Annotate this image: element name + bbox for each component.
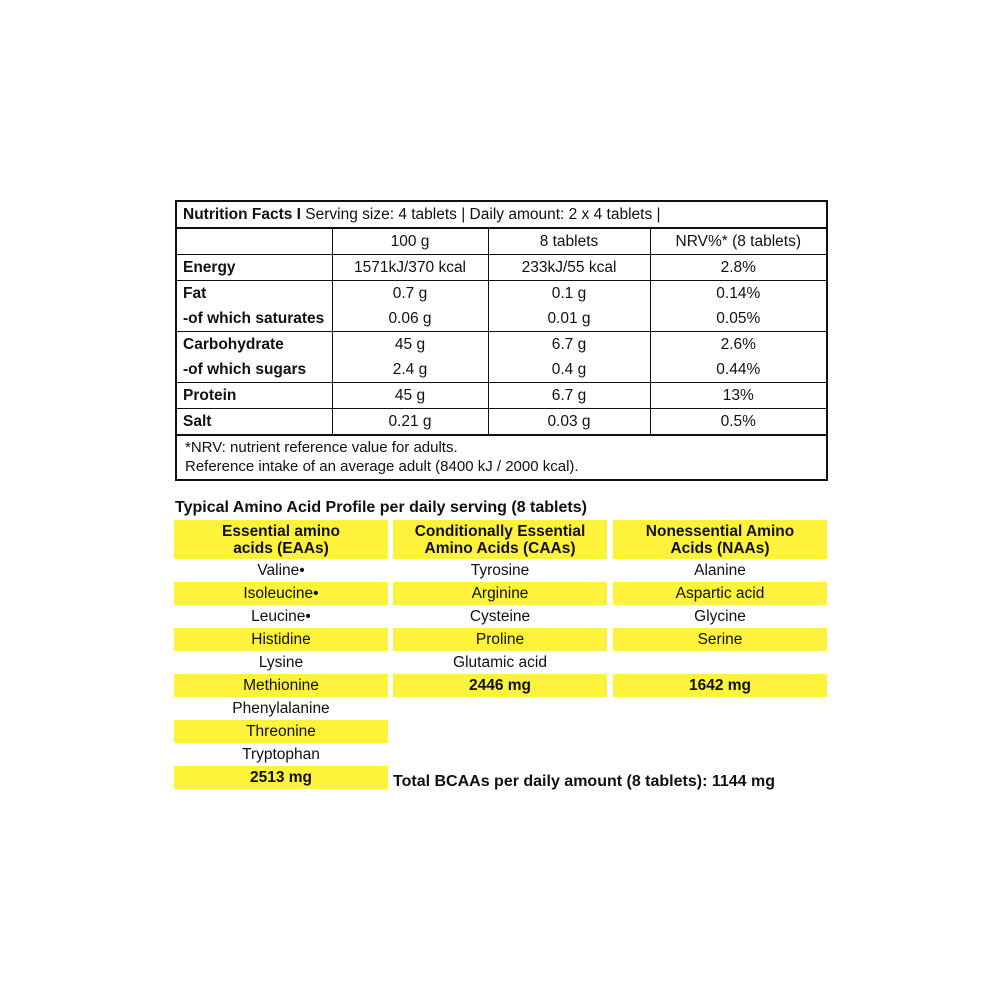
nutrition-row [177,383,826,409]
amino-item: Proline [393,628,607,651]
amino-item: Histidine [174,628,388,651]
amino-profile-title: Typical Amino Acid Profile per daily serving (8 tablets) [175,499,587,516]
amino-item: Threonine [174,720,388,743]
amino-item: Isoleucine• [174,582,388,605]
amino-item: Lysine [258,654,304,671]
nutrition-row [177,332,826,358]
caa-header-line: Amino Acids (CAAs) [424,539,576,557]
caa-column [393,520,607,697]
nutrition-row [177,306,826,332]
nutrition-title-bold: Nutrition Facts I [183,205,301,223]
nutrient-value: 2.8% [650,255,826,281]
nutrient-label: Carbohydrate [177,332,332,358]
nutrient-value: 0.4 g [488,357,650,383]
nutrition-col-header: 100 g [332,228,488,255]
nutrient-value: 233kJ/55 kcal [488,255,650,281]
nutrient-value: 6.7 g [488,332,650,358]
naa-header-line: Nonessential Amino [645,522,795,540]
nutrient-value: 45 g [332,383,488,409]
footnote-line: Reference intake of an average adult (8400 kJ / 2000 kcal). [185,458,579,475]
amino-item: Aspartic acid [613,582,827,605]
amino-item: Cysteine [469,608,531,625]
eaa-header-line: acids (EAAs) [233,539,329,557]
caa-total: 2446 mg [393,674,607,697]
nutrient-value: 0.01 g [488,306,650,332]
amino-item: Alanine [694,562,746,579]
nutrition-facts-panel [175,200,828,481]
nutrient-value: 0.14% [650,281,826,307]
amino-item: Arginine [393,582,607,605]
nutrition-row [177,357,826,383]
nutrient-value: 6.7 g [488,383,650,409]
amino-item: Serine [613,628,827,651]
nutrition-row [177,409,826,436]
nutrition-header-empty [177,228,332,255]
amino-item: Glutamic acid [453,654,547,671]
eaa-column [174,520,388,789]
nrv-footnote [185,438,579,476]
nutrient-value: 0.05% [650,306,826,332]
nutrition-col-header: NRV%* (8 tablets) [650,228,826,255]
nutrition-row [177,255,826,281]
bcaa-total: Total BCAAs per daily amount (8 tablets): 1144 mg [393,773,776,790]
amino-item: Glycine [694,608,746,625]
nutrient-label: -of which saturates [177,306,332,332]
nutrition-col-header: 8 tablets [488,228,650,255]
naa-header-line: Acids (NAAs) [670,539,770,557]
amino-item: Methionine [174,674,388,697]
nutrient-label: Protein [177,383,332,409]
nutrient-value: 0.03 g [488,409,650,436]
nutrient-value: 2.6% [650,332,826,358]
nutrient-value: 0.1 g [488,281,650,307]
amino-item: Tyrosine [470,562,530,579]
nutrient-value: 0.44% [650,357,826,383]
nutrient-value: 1571kJ/370 kcal [332,255,488,281]
amino-item: Leucine• [251,608,311,625]
naa-column [613,520,827,697]
amino-item: Phenylalanine [232,700,330,717]
nutrient-value: 0.5% [650,409,826,436]
eaa-header-line: Essential amino [221,522,340,540]
nutrition-title [177,202,826,228]
naa-header [613,520,827,559]
nutrient-label: Fat [177,281,332,307]
footnote-line: *NRV: nutrient reference value for adults. [185,439,458,456]
caa-header-line: Conditionally Essential [414,522,586,540]
nutrition-row [177,281,826,307]
nutrient-label: Energy [177,255,332,281]
naa-total: 1642 mg [613,674,827,697]
caa-header [393,520,607,559]
nutrient-value: 2.4 g [332,357,488,383]
nutrient-value: 13% [650,383,826,409]
amino-item [613,651,827,674]
nutrition-facts-table [177,202,826,436]
nutrient-value: 0.06 g [332,306,488,332]
nutrition-title-serving: Serving size: 4 tablets | Daily amount: 2 x 4 tablets | [300,205,661,223]
nutrient-label: -of which sugars [177,357,332,383]
nutrient-label: Salt [177,409,332,436]
eaa-header [174,520,388,559]
eaa-total: 2513 mg [174,766,388,789]
amino-item: Valine• [257,562,305,579]
nutrient-value: 45 g [332,332,488,358]
nutrient-value: 0.21 g [332,409,488,436]
amino-item: Tryptophan [242,746,320,763]
nutrient-value: 0.7 g [332,281,488,307]
